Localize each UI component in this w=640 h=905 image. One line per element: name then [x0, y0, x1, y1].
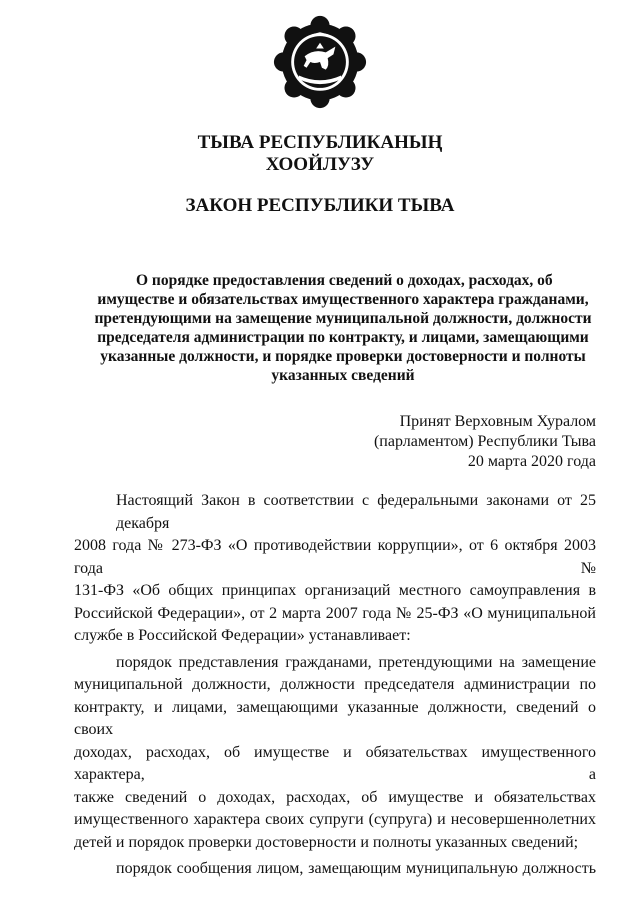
- parliament-name-line2: ХООЙЛУЗУ: [265, 154, 375, 175]
- adoption-note: [374, 412, 596, 472]
- subject-line: указанных сведений: [271, 367, 415, 384]
- parliament-name: [0, 132, 640, 176]
- body-line: имущественного характера своих супруги (супруга) и несовершеннолетних: [74, 811, 596, 828]
- tuva-coat-of-arms-icon: [272, 14, 368, 110]
- body-line: 2008 года № 273-ФЗ «О противодействии коррупции», от 6 октября 2003 года №: [74, 537, 596, 577]
- adoption-line: 20 марта 2020 года: [467, 453, 596, 470]
- parliament-name-line1: ТЫВА РЕСПУБЛИКАНЫҢ: [197, 132, 443, 153]
- paragraph-notification: [74, 858, 596, 881]
- body-line: порядок представления гражданами, претендующими на замещение: [116, 653, 596, 671]
- adoption-line: Принят Верховным Хуралом: [399, 413, 596, 430]
- body-line: также сведений о доходах, расходах, об имуществе и обязательствах: [74, 788, 596, 806]
- body-line: порядок сообщения лицом, замещающим муниципальную должность: [116, 860, 596, 877]
- body-line: доходах, расходах, об имуществе и обязательствах имущественного характера, а: [74, 743, 596, 783]
- subject-line: претендующими на замещение муниципальной должности, должности: [94, 310, 592, 327]
- subject-line: указанные должности, и порядке проверки достоверности и полноты: [100, 348, 586, 365]
- body-line: службе в Российской Федерации» устанавливает:: [74, 627, 411, 644]
- subject-line: председателя администрации по контракту, и лицами, замещающими: [97, 329, 589, 346]
- body-line: муниципальной должности, должности председателя администрации по: [74, 676, 596, 693]
- adoption-line: (парламентом) Республики Тыва: [373, 433, 596, 450]
- body-line: детей и порядок проверки достоверности и полноты указанных сведений;: [74, 833, 579, 851]
- body-line: 131-ФЗ «Об общих принципах организаций местного самоуправления в: [74, 582, 596, 599]
- paragraph-procedure: [74, 652, 596, 855]
- law-body: [74, 490, 596, 885]
- subject-line: имуществе и обязательствах имущественного характера гражданами,: [97, 291, 589, 308]
- law-subject: [88, 271, 598, 385]
- body-line: контракту, и лицами, замещающими указанные должности, сведений о своих: [74, 698, 596, 738]
- subject-line: О порядке предоставления сведений о доходах, расходах, об: [136, 272, 553, 289]
- body-line: Российской Федерации», от 2 марта 2007 года № 25-ФЗ «О муниципальной: [74, 604, 596, 622]
- body-line: Настоящий Закон в соответствии с федеральными законами от 25 декабря: [116, 492, 596, 532]
- paragraph-preamble: [74, 490, 596, 648]
- law-title: ЗАКОН РЕСПУБЛИКИ ТЫВА: [185, 195, 455, 216]
